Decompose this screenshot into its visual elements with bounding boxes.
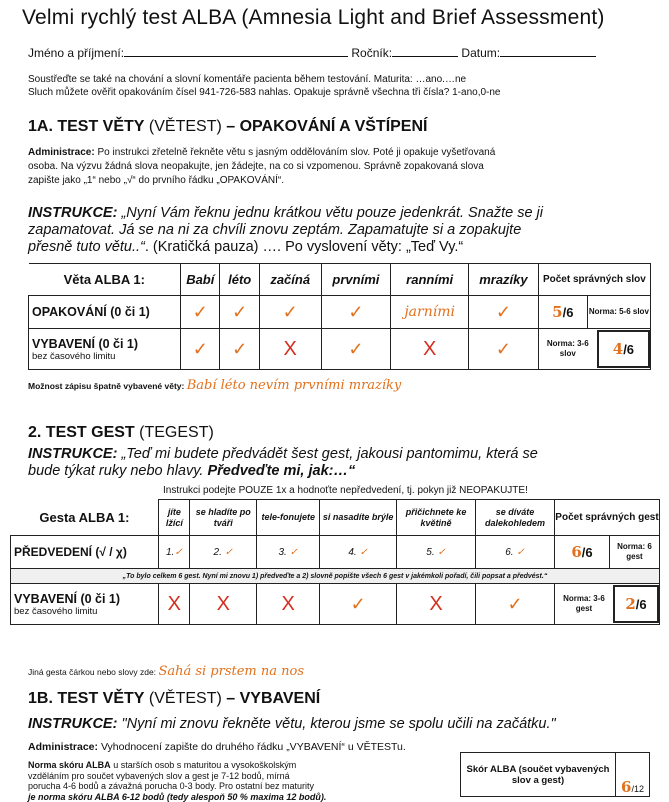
class-field[interactable]	[392, 56, 458, 57]
alba-score-box	[460, 752, 650, 797]
intro-line: Soustřeďte se také na chování a slovní komentáře pacienta během testování. Maturita: …ano.…ne	[28, 74, 467, 85]
mark-cell[interactable]: X	[259, 329, 321, 370]
mark-cell[interactable]: ✓	[220, 296, 259, 329]
word-cell: Babí	[181, 264, 220, 296]
gesture-note: Instrukci podejte POUZE 1x a hodnoťte nepředvedení, tj. pokyn již NEOPAKUJTE!	[163, 485, 528, 496]
gesture-table-label: Gesta ALBA 1:	[11, 500, 159, 536]
repetition-norm: Norma: 5-6 slov	[587, 296, 650, 328]
gesture-cell: přičichnete ke květině	[397, 500, 476, 536]
mark-cell[interactable]: ✓	[259, 296, 321, 329]
section-2-heading: 2. TEST GEST (TEGEST)	[28, 424, 214, 441]
mark-cell[interactable]: ✓	[321, 329, 391, 370]
other-gestures-text[interactable]: Sahá si prstem na nos	[158, 664, 305, 679]
word-cell: léto	[220, 264, 259, 296]
class-field-label: Ročník:	[351, 46, 393, 60]
performance-score[interactable]: 6/6	[571, 543, 593, 561]
name-field-label: Jméno a příjmení:	[28, 46, 125, 60]
gesture-cell: tele-fonujete	[257, 500, 320, 536]
section-2-instructions: INSTRUKCE: „Teď mi budete předvádět šest gest, jakousi pantomimu, která se bude týkat ruky nebo hlavy. Předveďte mi, jak:…“	[28, 446, 538, 479]
performance-cell[interactable]: 3. ✓	[257, 536, 320, 569]
sentence-table	[28, 263, 651, 370]
gesture-recall-cell[interactable]: X	[159, 584, 190, 625]
mark-cell[interactable]: ✓	[321, 296, 391, 329]
section-1b-instructions: INSTRUKCE: "Nyní mi znovu řekněte větu, kterou jsme se spolu učili na začátku."	[28, 716, 556, 732]
mark-cell[interactable]: ✓	[181, 329, 220, 370]
sentence-table-label: Věta ALBA 1:	[29, 264, 181, 296]
mark-cell[interactable]: ✓	[181, 296, 220, 329]
alba-score[interactable]: 6/12	[616, 753, 650, 797]
gesture-table	[10, 499, 660, 625]
performance-cell[interactable]: 4. ✓	[320, 536, 397, 569]
gesture-recall-cell[interactable]: ✓	[320, 584, 397, 625]
gesture-recall-cell[interactable]: X	[397, 584, 476, 625]
performance-norm: Norma: 6 gest	[609, 536, 659, 568]
wrong-sentence-line	[28, 378, 401, 393]
mark-cell[interactable]: X	[391, 329, 469, 370]
section-1b-admin: Administrace: Vyhodnocení zapište do druhého řádku „VYBAVENÍ“ u VĚTESTu.	[28, 741, 406, 753]
intro	[28, 73, 658, 99]
row-performance-label: PŘEDVEDENÍ (√ / χ)	[11, 536, 159, 569]
alba-score-label: Skór ALBA (součet vybavených slov a gest)	[461, 753, 616, 797]
wrong-sentence-label: Možnost zápisu špatně vybavené věty:	[28, 381, 185, 391]
page-title: Velmi rychlý test ALBA (Amnesia Light and Brief Assessment)	[22, 6, 605, 29]
gesture-recall-cell[interactable]: X	[257, 584, 320, 625]
performance-cell[interactable]: 2. ✓	[190, 536, 257, 569]
recall-score-cell	[538, 329, 650, 370]
repetition-score[interactable]: 5/6	[552, 303, 574, 321]
performance-score-cell	[554, 536, 659, 569]
wrong-sentence-text[interactable]: Babí léto nevím prvními mrazíky	[186, 378, 402, 393]
recall-norm: Norma: 3-6 slov	[546, 339, 589, 358]
repetition-score-cell	[538, 296, 650, 329]
row-repetition-label: OPAKOVÁNÍ (0 či 1)	[29, 296, 181, 329]
row-recall-label: VYBAVENÍ (0 či 1) bez časového limitu	[29, 329, 181, 370]
section-1a-admin: Administrace: Po instrukci zřetelně řekněte větu s jasným oddělováním slov. Poté ji opakuje vyšetřovaná osoba. Na výzvu žádná slova neopakujte, jen žádejte, na co si vzpomenou. Správně zopakovaná slova zapište jako „1“ nebo „√“ do prvního řádku „OPAKOVÁNÍ“.	[28, 147, 496, 186]
section-1a-instructions: INSTRUKCE: „Nyní Vám řeknu jednu krátkou větu pouze jedenkrát. Snažte se ji zapamatovat. Já se na ni za chvíli znovu zeptám. Zapamatujte si a zopakujte přesně tuto větu..“. (Kratičká pauza) …. Po vyslovení věty: „Teď Vy.“	[28, 205, 543, 255]
score-header: Počet správných slov	[538, 264, 650, 296]
gesture-recall-cell[interactable]: X	[190, 584, 257, 625]
date-field[interactable]	[500, 56, 596, 57]
header-fields	[28, 46, 648, 60]
gesture-recall-cell[interactable]: ✓	[476, 584, 555, 625]
mark-cell[interactable]: ✓	[220, 329, 259, 370]
gesture-recall-score[interactable]: 2 /6	[613, 585, 659, 623]
word-cell: začíná	[259, 264, 321, 296]
gesture-cell: se hladíte po tváři	[190, 500, 257, 536]
gesture-cell: se díváte dalekohledem	[476, 500, 555, 536]
gesture-recall-norm: Norma: 3-6 gest	[563, 594, 605, 613]
mark-cell[interactable]: jarními	[391, 296, 469, 329]
mark-cell[interactable]: ✓	[469, 296, 539, 329]
performance-cell[interactable]: 1.✓	[159, 536, 190, 569]
name-field[interactable]	[124, 56, 348, 57]
section-1b-heading: 1B. TEST VĚTY (VĚTEST) – VYBAVENÍ	[28, 690, 321, 707]
date-field-label: Datum:	[461, 46, 501, 60]
gesture-cell: si nasadíte brýle	[320, 500, 397, 536]
mark-cell[interactable]: ✓	[469, 329, 539, 370]
gesture-recall-score-cell	[554, 584, 659, 625]
gesture-cell: jíte lžící	[159, 500, 190, 536]
other-gestures-label: Jiná gesta čárkou nebo slovy zde:	[28, 667, 157, 677]
performance-cell[interactable]: 6. ✓	[476, 536, 555, 569]
alba-norm-text: Norma skóru ALBA u starších osob s maturitou a vysokoškolským vzděláním pro součet vybavených slov a gest je 7-12 bodů, mírná porucha 4-6 bodů a závažná porucha 0-3 body. Pro ostatní bez maturity je norma skóru ALBA 6-12 bodů (tedy alespoň 50 % maxima 12 bodů).	[28, 760, 327, 802]
section-1a-heading: 1A. TEST VĚTY (VĚTEST) – OPAKOVÁNÍ A VŠTÍPENÍ	[28, 118, 428, 135]
gesture-instruction-band: „To bylo celkem 6 gest. Nyní mi znovu 1) předveďte a 2) slovně popište všech 6 gest v jakémkoli pořadí, čili popsat a předvést.“	[11, 569, 660, 584]
recall-score[interactable]: 4 /6	[597, 330, 650, 368]
intro-line: Sluch můžete ověřit opakováním čísel 941-726-583 nahlas. Opakuje správně všechna tři čísla? 1-ano,0-ne	[28, 87, 501, 98]
other-gestures-line	[28, 664, 304, 679]
word-cell: prvními	[321, 264, 391, 296]
word-cell: mrazíky	[469, 264, 539, 296]
row-gesture-recall-label: VYBAVENÍ (0 či 1) bez časového limitu	[11, 584, 159, 625]
performance-cell[interactable]: 5. ✓	[397, 536, 476, 569]
gesture-score-header: Počet správných gest	[554, 500, 659, 536]
word-cell: ranními	[391, 264, 469, 296]
